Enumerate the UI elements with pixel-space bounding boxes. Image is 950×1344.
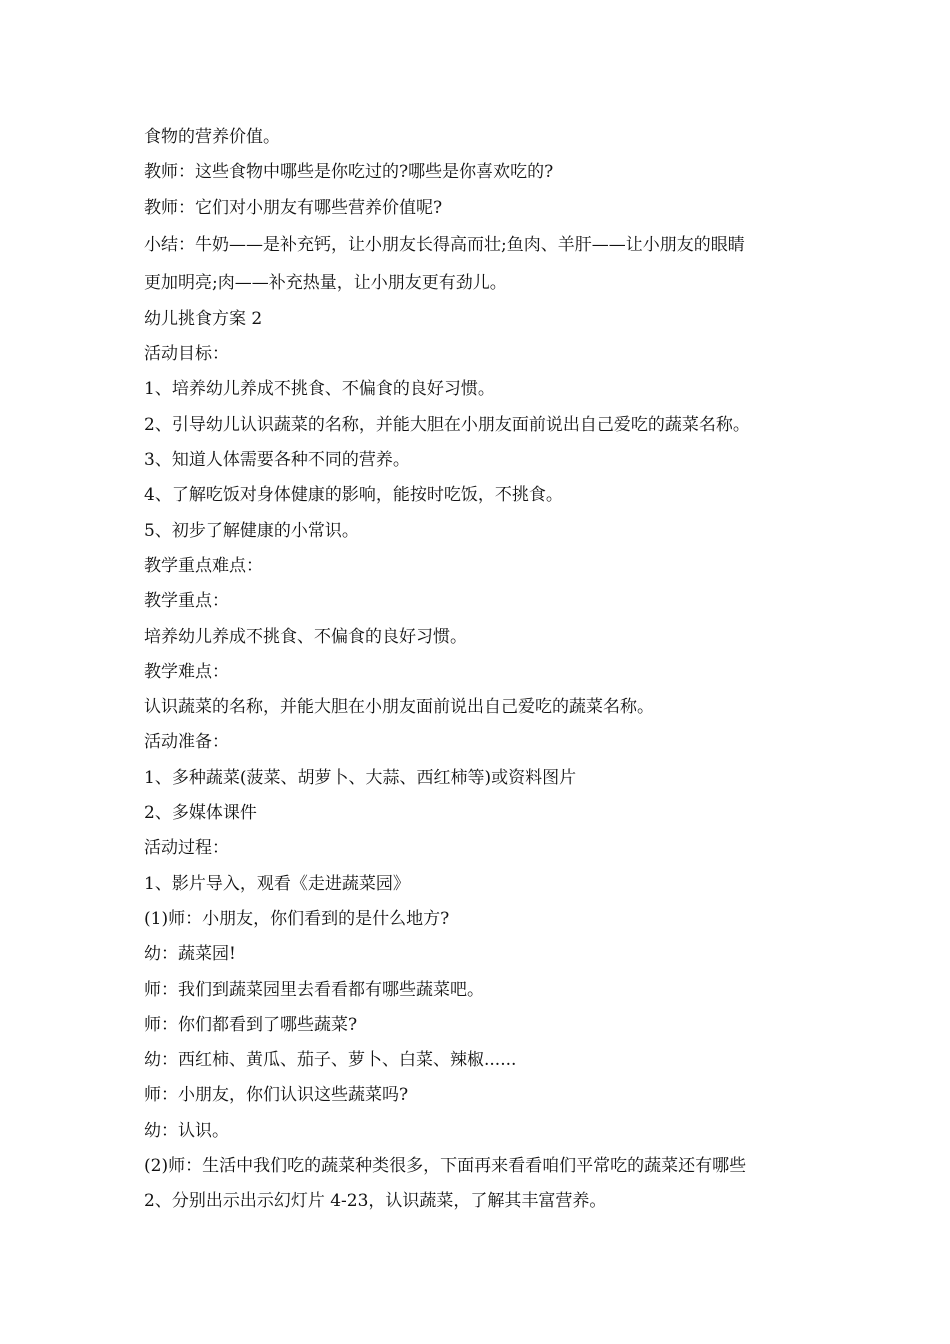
- section-heading: 幼儿挑食方案 2: [144, 308, 263, 329]
- list-item: 2、多媒体课件: [144, 803, 257, 824]
- text-line: 更加明亮;肉——补充热量，让小朋友更有劲儿。: [144, 272, 507, 293]
- text-line: 食物的营养价值。: [144, 127, 280, 147]
- dialogue-line: 幼：西红柿、黄瓜、茄子、萝卜、白菜、辣椒......: [144, 1050, 517, 1071]
- document-body: [144, 120, 824, 1220]
- text-line: 活动目标：: [144, 344, 229, 365]
- text-line: 教师：它们对小朋友有哪些营养价值呢?: [144, 197, 443, 218]
- list-item: 1、多种蔬菜(菠菜、胡萝卜、大蒜、西红柿等)或资料图片: [144, 767, 577, 788]
- dialogue-line: 师：你们都看到了哪些蔬菜?: [144, 1014, 358, 1035]
- dialogue-line: 师：小朋友，你们认识这些蔬菜吗?: [144, 1085, 409, 1106]
- text-line: 教师：这些食物中哪些是你吃过的?哪些是你喜欢吃的?: [144, 162, 554, 183]
- list-item: 5、初步了解健康的小常识。: [144, 520, 359, 541]
- text-line: 培养幼儿养成不挑食、不偏食的良好习惯。: [144, 626, 467, 647]
- dialogue-line: 幼：蔬菜园!: [144, 944, 236, 965]
- text-line: 小结：牛奶——是补充钙，让小朋友长得高而壮;鱼肉、羊肝——让小朋友的眼睛: [144, 234, 745, 255]
- list-item: 2、分别出示出示幻灯片 4-23，认识蔬菜，了解其丰富营养。: [144, 1191, 607, 1212]
- dialogue-line: 师：我们到蔬菜园里去看看都有哪些蔬菜吧。: [144, 979, 484, 1000]
- list-item: 1、培养幼儿养成不挑食、不偏食的良好习惯。: [144, 379, 495, 400]
- dialogue-line: (2)师：生活中我们吃的蔬菜种类很多，下面再来看看咱们平常吃的蔬菜还有哪些: [144, 1156, 747, 1177]
- text-line: 教学重点：: [144, 591, 229, 612]
- dialogue-line: 幼：认识。: [144, 1120, 229, 1141]
- list-item: 1、影片导入，观看《走进蔬菜园》: [144, 873, 410, 894]
- text-line: 活动准备：: [144, 732, 229, 753]
- list-item: 3、知道人体需要各种不同的营养。: [144, 450, 410, 471]
- list-item: 2、引导幼儿认识蔬菜的名称，并能大胆在小朋友面前说出自己爱吃的蔬菜名称。: [144, 414, 750, 435]
- list-item: 4、了解吃饭对身体健康的影响，能按时吃饭，不挑食。: [144, 485, 563, 506]
- text-line: 教学重点难点：: [144, 555, 263, 576]
- dialogue-line: (1)师：小朋友，你们看到的是什么地方?: [144, 908, 450, 929]
- text-line: 教学难点：: [144, 661, 229, 682]
- text-line: 认识蔬菜的名称，并能大胆在小朋友面前说出自己爱吃的蔬菜名称。: [144, 697, 654, 718]
- text-line: 活动过程：: [144, 838, 229, 859]
